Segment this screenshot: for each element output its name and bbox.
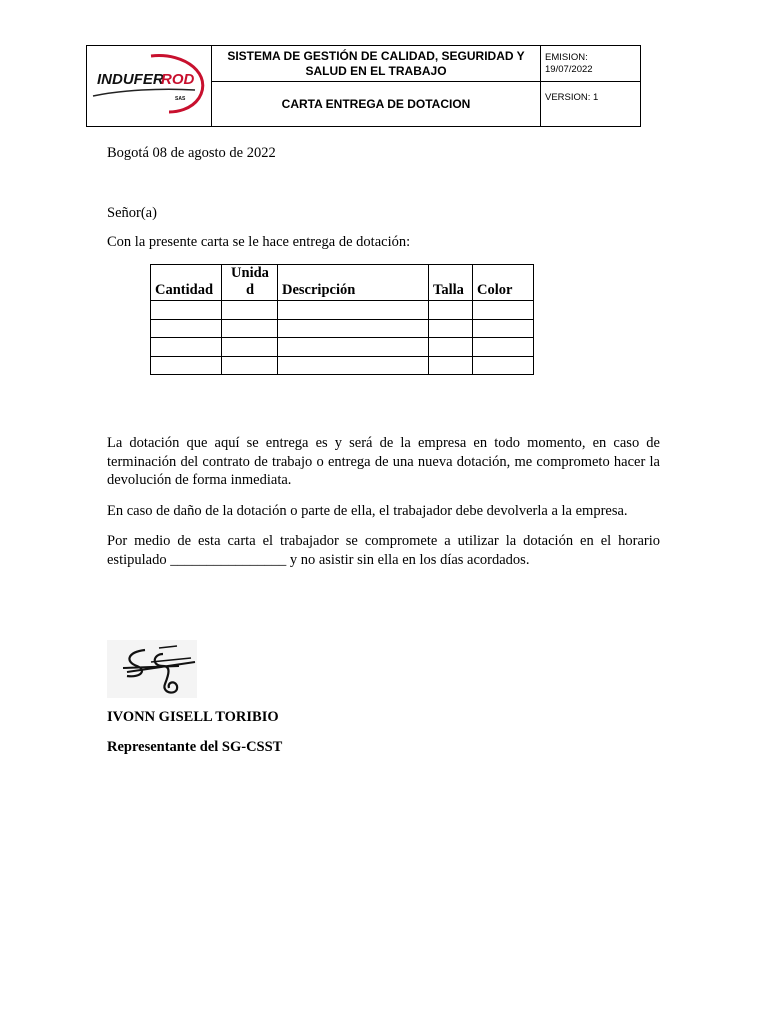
emision-date: 19/07/2022 [545,64,593,75]
document-header [86,45,641,127]
paragraph-commitment: Por medio de esta carta el trabajador se compromete a utilizar la dotación en el horario estipulado ________________ y no asistir sin ella en los días acordados. [107,533,660,568]
header-unidad: Unida d [222,265,278,301]
table-header-row [151,265,534,301]
paragraph-ownership: La dotación que aquí se entrega es y será de la empresa en todo momento, en caso de terminación del contrato de trabajo o entrega de una nueva dotación, me comprometo hacer la devolución de forma inmediata. [107,435,660,488]
table-row [151,319,534,338]
emision-label: EMISION: [545,52,588,63]
document-subtitle: CARTA ENTREGA DE DOTACION [212,82,541,126]
intro-text: Con la presente carta se le hace entrega de dotación: [107,234,411,250]
version-info: VERSION: 1 [545,92,599,103]
header-cantidad: Cantidad [151,265,222,301]
table-row [151,301,534,320]
svg-text:SAS: SAS [175,96,186,102]
date-line: Bogotá 08 de agosto de 2022 [107,145,276,161]
title-line-2: SALUD EN EL TRABAJO [305,64,447,78]
emision-info [541,46,640,82]
header-talla: Talla [429,265,473,301]
salutation: Señor(a) [107,205,157,221]
system-title [212,46,541,82]
logo-cell [87,46,212,126]
title-line-1: SISTEMA DE GESTIÓN DE CALIDAD, SEGURIDAD Y [227,49,525,63]
header-descripcion: Descripción [278,265,429,301]
dotacion-table [150,264,534,375]
svg-text:INDUFER: INDUFER [97,71,164,88]
induferrod-logo [91,50,209,122]
svg-text:ROD: ROD [161,71,195,88]
signer-role: Representante del SG-CSST [107,739,283,755]
paragraph-damage: En caso de daño de la dotación o parte de ella, el trabajador debe devolverla a la empresa. [107,503,628,519]
header-color: Color [473,265,534,301]
signer-name: IVONN GISELL TORIBIO [107,709,279,725]
table-row [151,338,534,357]
table-row [151,356,534,375]
signature-image [107,640,197,698]
